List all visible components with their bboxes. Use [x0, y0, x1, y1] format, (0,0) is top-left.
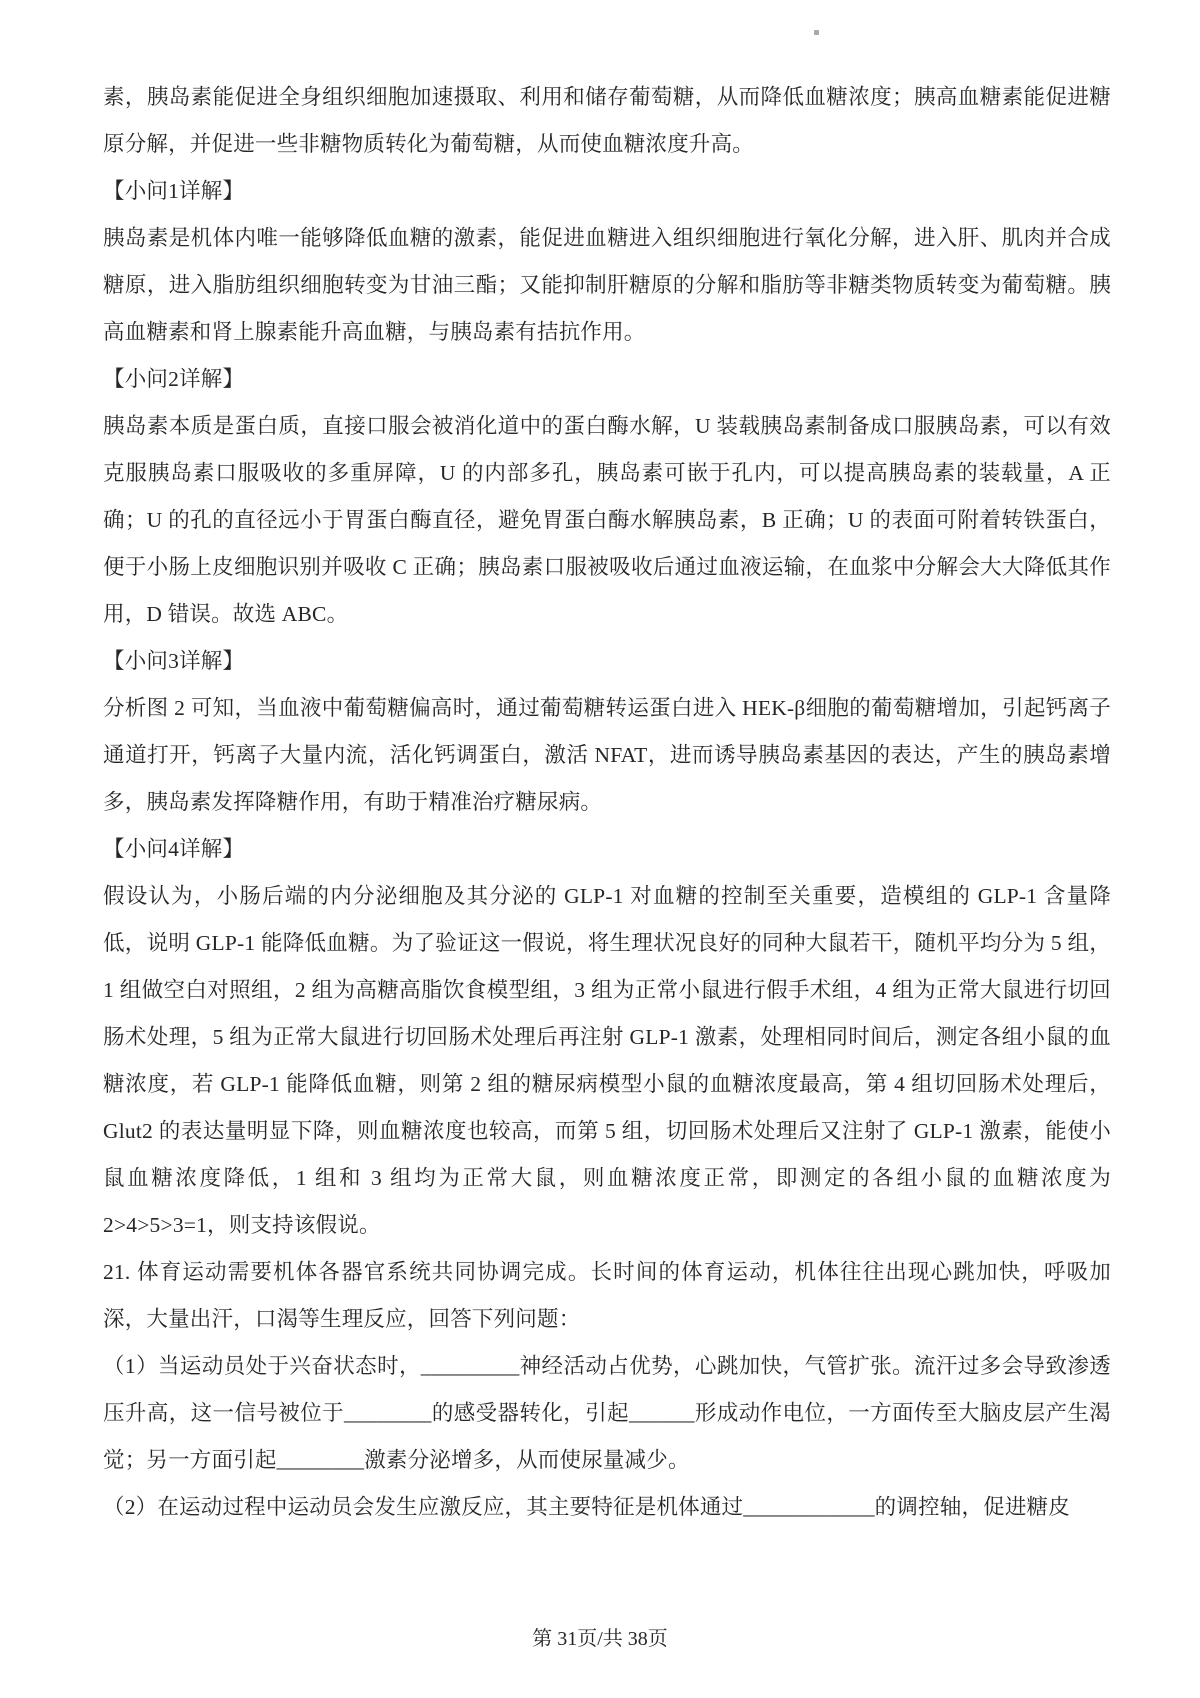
section-heading-subquestion-1: 【小问1详解】 [103, 179, 245, 203]
document-body [103, 74, 1111, 1531]
section-heading-subquestion-2: 【小问2详解】 [103, 367, 245, 391]
stray-mark [814, 30, 819, 35]
section-heading-subquestion-4: 【小问4详解】 [103, 837, 245, 861]
paragraph-subquestion-4-explanation: 假设认为，小肠后端的内分泌细胞及其分泌的 GLP-1 对血糖的控制至关重要，造模组的 GLP-1 含量降低，说明 GLP-1 能降低血糖。为了验证这一假说，将生理状况良好的同种大鼠若干，随机平均分为 5 组，1 组做空白对照组，2 组为高糖高脂饮食模型组，3 组为正常小鼠进行假手术组，4 组为正常大鼠进行切回肠术处理，5 组为正常大鼠进行切回肠术处理后再注射 GLP-1 激素，处理相同时间后，测定各组小鼠的血糖浓度，若 GLP-1 能降低血糖，则第 2 组的糖尿病模型小鼠的血糖浓度最高，第 4 组切回肠术处理后，Glut2 的表达量明显下降，则血糖浓度也较高，而第 5 组，切回肠术处理后又注射了 GLP-1 激素，能使小鼠血糖浓度降低，1 组和 3 组均为正常大鼠，则血糖浓度正常，即测定的各组小鼠的血糖浓度为 2>4>5>3=1，则支持该假说。 [103, 884, 1111, 1237]
paragraph-subquestion-3-explanation: 分析图 2 可知，当血液中葡萄糖偏高时，通过葡萄糖转运蛋白进入 HEK-β细胞的葡萄糖增加，引起钙离子通道打开，钙离子大量内流，活化钙调蛋白，激活 NFAT，进而诱导胰岛素基因的表达，产生的胰岛素增多，胰岛素发挥降糖作用，有助于精准治疗糖尿病。 [103, 696, 1111, 814]
paragraph-continuation: 素，胰岛素能促进全身组织细胞加速摄取、利用和储存葡萄糖，从而降低血糖浓度；胰高血糖素能促进糖原分解，并促进一些非糖物质转化为葡萄糖，从而使血糖浓度升高。 [103, 85, 1111, 156]
paragraph-subquestion-1-explanation: 胰岛素是机体内唯一能够降低血糖的激素，能促进血糖进入组织细胞进行氧化分解，进入肝、肌肉并合成糖原，进入脂肪组织细胞转变为甘油三酯；又能抑制肝糖原的分解和脂肪等非糖类物质转变为葡萄糖。胰高血糖素和肾上腺素能升高血糖，与胰岛素有拮抗作用。 [103, 226, 1111, 344]
paragraph-subquestion-2-explanation: 胰岛素本质是蛋白质，直接口服会被消化道中的蛋白酶水解，U 装载胰岛素制备成口服胰岛素，可以有效克服胰岛素口服吸收的多重屏障，U 的内部多孔，胰岛素可嵌于孔内，可以提高胰岛素的装载量，A 正确；U 的孔的直径远小于胃蛋白酶直径，避免胃蛋白酶水解胰岛素，B 正确；U 的表面可附着转铁蛋白，便于小肠上皮细胞识别并吸收 C 正确；胰岛素口服被吸收后通过血液运输，在血浆中分解会大大降低其作用，D 错误。故选 ABC。 [103, 414, 1111, 626]
paragraph-question-21-stem: 21. 体育运动需要机体各器官系统共同协调完成。长时间的体育运动，机体往往出现心跳加快，呼吸加深，大量出汗，口渴等生理反应，回答下列问题： [103, 1260, 1111, 1331]
page-number: 第 31页/共 38页 [532, 1628, 668, 1650]
paragraph-question-21-part-2: （2）在运动过程中运动员会发生应激反应，其主要特征是机体通过____________的调控轴，促进糖皮 [103, 1495, 1070, 1519]
section-heading-subquestion-3: 【小问3详解】 [103, 649, 245, 673]
paragraph-question-21-part-1: （1）当运动员处于兴奋状态时，_________神经活动占优势，心跳加快，气管扩张。流汗过多会导致渗透压升高，这一信号被位于________的感受器转化，引起______形成动作电位，一方面传至大脑皮层产生渴觉；另一方面引起________激素分泌增多，从而使尿量减少。 [103, 1354, 1111, 1472]
